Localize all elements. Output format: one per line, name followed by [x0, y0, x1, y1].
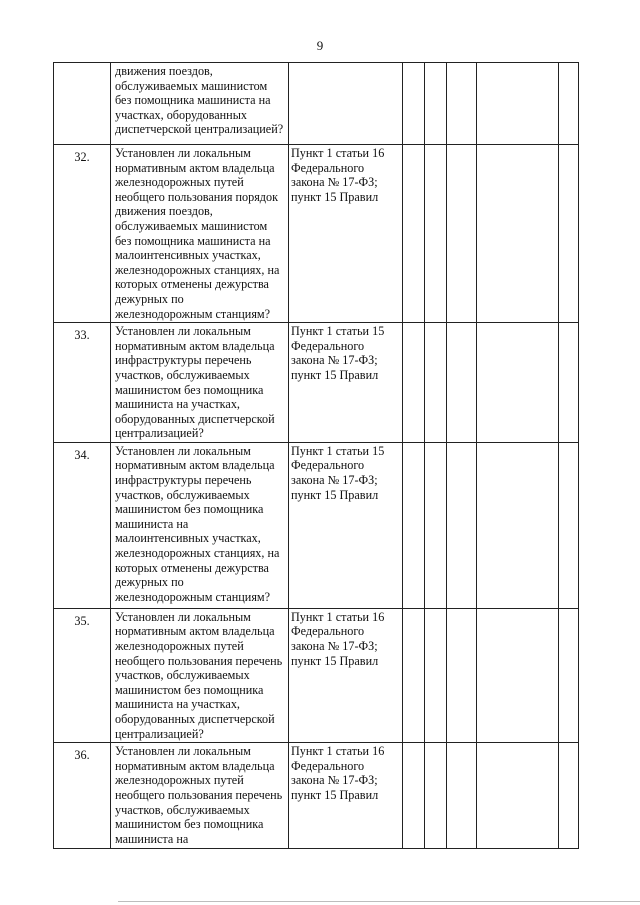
answer-no-cell — [425, 608, 447, 742]
question-text: Установлен ли локальным нормативным актом владельца инфраструктуры перечень участков, обслуживаемых машинистом без помощника машиниста на малоинтенсивных участках, железнодорожных станциях, на которых отменены дежурства дежурных по железнодорожным станциям? — [111, 442, 289, 608]
answer-no-cell — [425, 743, 447, 849]
comment-cell — [477, 743, 559, 849]
row-number: 36. — [54, 743, 111, 849]
answer-na-cell — [447, 442, 477, 608]
answer-no-cell — [425, 442, 447, 608]
comment-cell — [477, 63, 559, 145]
answer-yes-cell — [403, 608, 425, 742]
legal-reference: Пункт 1 статьи 16 Федерального закона № 17-ФЗ; пункт 15 Правил — [289, 608, 403, 742]
answer-na-cell — [447, 145, 477, 323]
answer-na-cell — [447, 63, 477, 145]
table-row — [54, 145, 579, 323]
checklist-table — [53, 62, 579, 849]
answer-no-cell — [425, 323, 447, 443]
answer-no-cell — [425, 63, 447, 145]
legal-reference — [289, 63, 403, 145]
answer-yes-cell — [403, 743, 425, 849]
extra-cell — [559, 323, 579, 443]
extra-cell — [559, 63, 579, 145]
legal-reference: Пункт 1 статьи 16 Федерального закона № 17-ФЗ; пункт 15 Правил — [289, 145, 403, 323]
table-row — [54, 323, 579, 443]
answer-yes-cell — [403, 442, 425, 608]
scan-edge-line — [118, 901, 640, 902]
row-number — [54, 63, 111, 145]
answer-yes-cell — [403, 63, 425, 145]
answer-na-cell — [447, 608, 477, 742]
extra-cell — [559, 743, 579, 849]
answer-yes-cell — [403, 323, 425, 443]
table-row — [54, 743, 579, 849]
extra-cell — [559, 608, 579, 742]
answer-no-cell — [425, 145, 447, 323]
table-row — [54, 442, 579, 608]
row-number: 35. — [54, 608, 111, 742]
extra-cell — [559, 145, 579, 323]
question-text: Установлен ли локальным нормативным актом владельца железнодорожных путей необщего пользования перечень участков, обслуживаемых машинистом без помощника машиниста на — [111, 743, 289, 849]
answer-yes-cell — [403, 145, 425, 323]
comment-cell — [477, 145, 559, 323]
comment-cell — [477, 608, 559, 742]
comment-cell — [477, 323, 559, 443]
question-text: Установлен ли локальным нормативным актом владельца железнодорожных путей необщего пользования перечень участков, обслуживаемых машинистом без помощника машиниста на участках, оборудованных диспетчерской централизацией? — [111, 608, 289, 742]
legal-reference: Пункт 1 статьи 15 Федерального закона № 17-ФЗ; пункт 15 Правил — [289, 442, 403, 608]
question-text: Установлен ли локальным нормативным актом владельца инфраструктуры перечень участков, обслуживаемых машинистом без помощника машиниста на участках, оборудованных диспетчерской централизацией? — [111, 323, 289, 443]
table-row — [54, 608, 579, 742]
answer-na-cell — [447, 323, 477, 443]
legal-reference: Пункт 1 статьи 15 Федерального закона № 17-ФЗ; пункт 15 Правил — [289, 323, 403, 443]
comment-cell — [477, 442, 559, 608]
row-number: 34. — [54, 442, 111, 608]
legal-reference: Пункт 1 статьи 16 Федерального закона № 17-ФЗ; пункт 15 Правил — [289, 743, 403, 849]
table-row — [54, 63, 579, 145]
question-text: Установлен ли локальным нормативным актом владельца железнодорожных путей необщего пользования порядок движения поездов, обслуживаемых машинистом без помощника машиниста на малоинтенсивных участках, железнодорожных станциях, на которых отменены дежурства дежурных по железнодорожным станциям? — [111, 145, 289, 323]
extra-cell — [559, 442, 579, 608]
question-text: движения поездов, обслуживаемых машинистом без помощника машиниста на участках, оборудованных диспетчерской централизацией? — [111, 63, 289, 145]
row-number: 33. — [54, 323, 111, 443]
answer-na-cell — [447, 743, 477, 849]
row-number: 32. — [54, 145, 111, 323]
page-number: 9 — [316, 38, 324, 53]
